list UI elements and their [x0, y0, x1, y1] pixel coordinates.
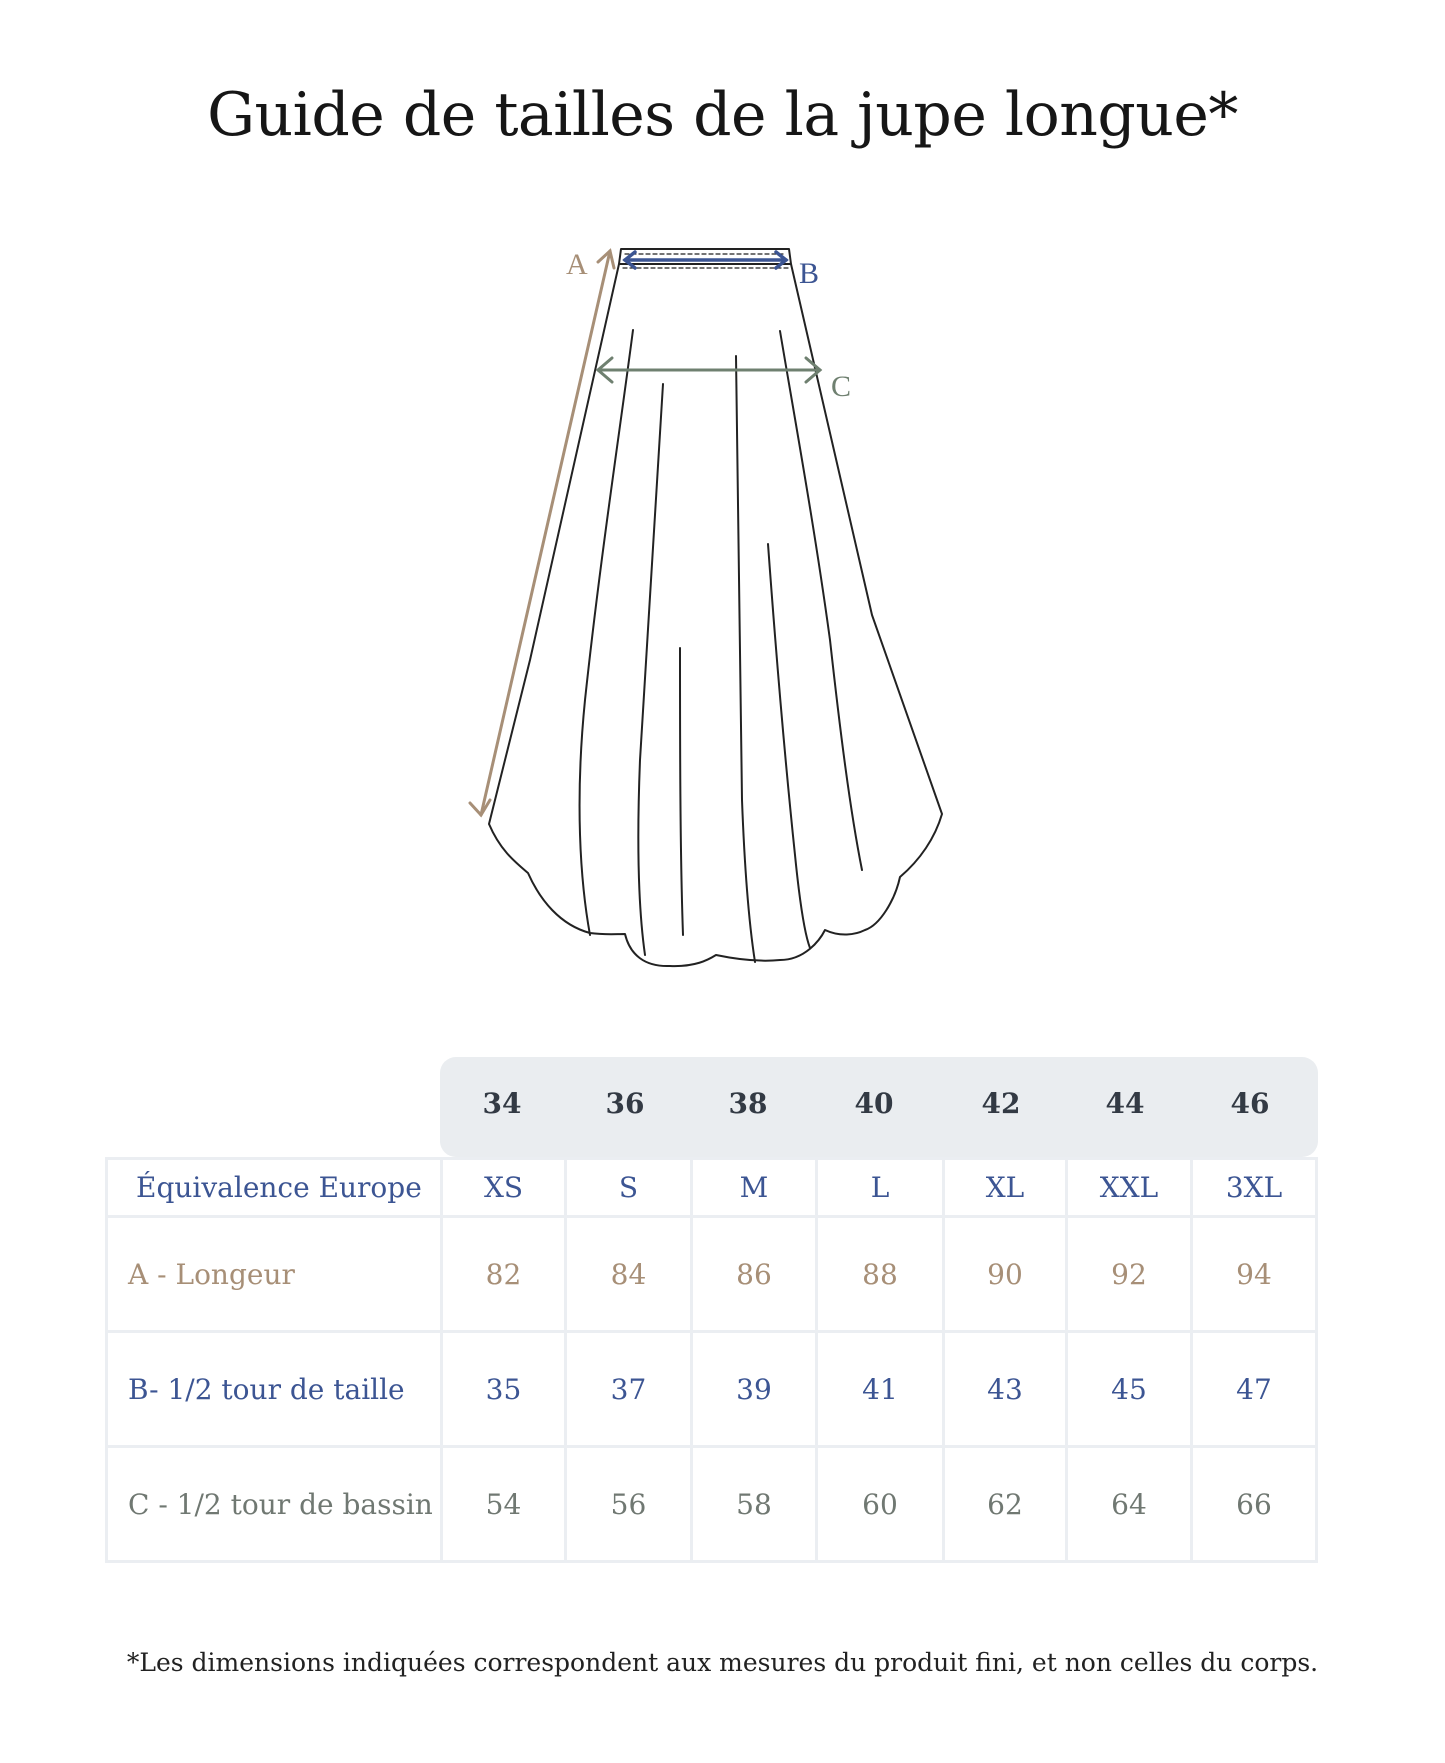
size-header-cell: 46 — [1230, 1087, 1270, 1120]
table-cell: S — [566, 1159, 692, 1217]
measure-a-line — [481, 251, 610, 815]
table-cell: 41 — [817, 1332, 944, 1447]
size-header-cell: 36 — [605, 1087, 645, 1120]
table-cell: 37 — [566, 1332, 692, 1447]
fold-line — [736, 356, 755, 962]
table-cell: 56 — [566, 1447, 692, 1562]
table-cell: 35 — [442, 1332, 566, 1447]
table-cell: 39 — [692, 1332, 817, 1447]
footnote: *Les dimensions indiquées correspondent aux mesures du produit fini, et non celles du corps. — [126, 1648, 1319, 1677]
row-label: A - Longeur — [107, 1217, 442, 1332]
table-cell: 47 — [1192, 1332, 1317, 1447]
table-row — [107, 1447, 1317, 1562]
table-cell: XS — [442, 1159, 566, 1217]
fold-line — [768, 544, 810, 948]
table-cell: XL — [944, 1159, 1067, 1217]
table-cell: 64 — [1067, 1447, 1192, 1562]
table-cell: 58 — [692, 1447, 817, 1562]
size-header-cell: 38 — [728, 1087, 768, 1120]
table-cell: 45 — [1067, 1332, 1192, 1447]
table-cell: 90 — [944, 1217, 1067, 1332]
page-title: Guide de tailles de la jupe longue* — [207, 80, 1238, 150]
size-header — [440, 1057, 1318, 1157]
table-cell: 84 — [566, 1217, 692, 1332]
table-cell: M — [692, 1159, 817, 1217]
table-cell: 62 — [944, 1447, 1067, 1562]
table-cell: 86 — [692, 1217, 817, 1332]
fold-line — [780, 331, 862, 870]
measure-a-arrowhead-bottom — [470, 800, 490, 815]
table-row — [107, 1332, 1317, 1447]
table-cell: 43 — [944, 1332, 1067, 1447]
label-b: B — [799, 257, 820, 290]
size-header-cell: 42 — [981, 1087, 1021, 1120]
row-label: Équivalence Europe — [107, 1159, 442, 1217]
fold-line — [638, 384, 663, 955]
table-cell: 66 — [1192, 1447, 1317, 1562]
size-header-cell: 40 — [854, 1087, 894, 1120]
row-label: B- 1/2 tour de taille — [107, 1332, 442, 1447]
table-cell: 82 — [442, 1217, 566, 1332]
table-cell: 54 — [442, 1447, 566, 1562]
table-cell: 92 — [1067, 1217, 1192, 1332]
table-cell: 60 — [817, 1447, 944, 1562]
size-table — [105, 1157, 1318, 1563]
size-header-cell: 34 — [482, 1087, 522, 1120]
label-c: C — [831, 370, 852, 403]
fold-line — [680, 648, 683, 935]
table-row — [107, 1159, 1317, 1217]
size-header-cell: 44 — [1105, 1087, 1145, 1120]
table-cell: 94 — [1192, 1217, 1317, 1332]
table-cell: XXL — [1067, 1159, 1192, 1217]
table-row — [107, 1217, 1317, 1332]
label-a: A — [566, 248, 588, 281]
row-label: C - 1/2 tour de bassin — [107, 1447, 442, 1562]
fold-line — [580, 330, 633, 935]
table-cell: L — [817, 1159, 944, 1217]
table-cell: 3XL — [1192, 1159, 1317, 1217]
table-cell: 88 — [817, 1217, 944, 1332]
